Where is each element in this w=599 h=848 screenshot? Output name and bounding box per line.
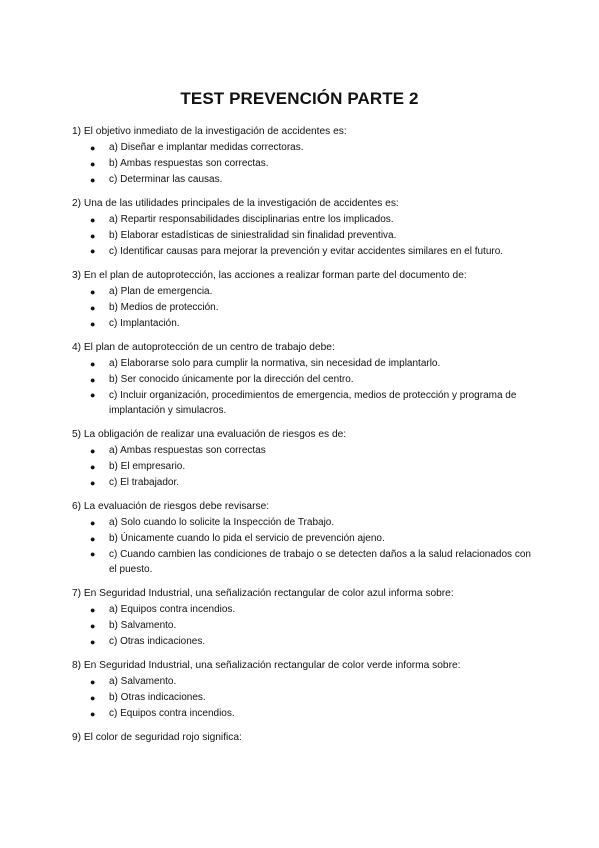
option-item <box>72 674 532 690</box>
option-text: c) Incluir organización, procedimientos de emergencia, medios de protección y programa de implantación y simulacros. <box>109 390 517 416</box>
bullet-icon: ● <box>90 677 96 687</box>
option-text: a) Ambas respuestas son correctas <box>109 445 266 456</box>
option-text: a) Repartir responsabilidades disciplinarias entre los implicados. <box>109 214 394 225</box>
option-list <box>72 140 532 188</box>
question-text: 6) La evaluación de riesgos debe revisarse: <box>72 501 270 512</box>
option-item <box>72 356 532 372</box>
bullet-icon: ● <box>90 375 96 385</box>
bullet-icon: ● <box>90 143 96 153</box>
option-list <box>72 674 532 722</box>
question-text: 4) El plan de autoprotección de un centro de trabajo debe: <box>72 342 335 353</box>
question-block <box>72 586 532 650</box>
option-item <box>72 634 532 650</box>
option-list <box>72 284 532 332</box>
option-text: b) Medios de protección. <box>109 302 219 313</box>
question-text: 8) En Seguridad Industrial, una señalización rectangular de color verde informa sobre: <box>72 660 461 671</box>
bullet-icon: ● <box>90 534 96 544</box>
option-text: c) Determinar las causas. <box>109 174 223 185</box>
option-item <box>72 228 532 244</box>
question-text: 3) En el plan de autoprotección, las acciones a realizar forman parte del documento de: <box>72 270 467 281</box>
option-item <box>72 300 532 316</box>
option-item <box>72 212 532 228</box>
question-block <box>72 340 532 419</box>
option-item <box>72 372 532 388</box>
option-text: c) El trabajador. <box>109 477 180 488</box>
question-text: 9) El color de seguridad rojo significa: <box>72 732 242 743</box>
option-text: a) Elaborarse solo para cumplir la normativa, sin necesidad de implantarlo. <box>109 358 441 369</box>
option-item <box>72 690 532 706</box>
bullet-icon: ● <box>90 605 96 615</box>
option-item <box>72 244 532 260</box>
question-block <box>72 268 532 332</box>
option-text: b) Únicamente cuando lo pida el servicio de prevención ajeno. <box>109 533 385 544</box>
option-text: a) Diseñar e implantar medidas correctoras. <box>109 142 304 153</box>
option-item <box>72 140 532 156</box>
bullet-icon: ● <box>90 319 96 329</box>
bullet-icon: ● <box>90 359 96 369</box>
question-text: 7) En Seguridad Industrial, una señalización rectangular de color azul informa sobre: <box>72 588 454 599</box>
question-text: 2) Una de las utilidades principales de la investigación de accidentes es: <box>72 198 399 209</box>
bullet-icon: ● <box>90 518 96 528</box>
question-text: 5) La obligación de realizar una evaluación de riesgos es de: <box>72 429 347 440</box>
option-text: c) Equipos contra incendios. <box>109 708 235 719</box>
bullet-icon: ● <box>90 709 96 719</box>
question-block <box>72 124 532 188</box>
option-text: b) Otras indicaciones. <box>109 692 206 703</box>
option-item <box>72 316 532 332</box>
bullet-icon: ● <box>90 390 96 400</box>
option-text: b) El empresario. <box>109 461 186 472</box>
option-item <box>72 284 532 300</box>
bullet-icon: ● <box>90 478 96 488</box>
option-text: a) Equipos contra incendios. <box>109 604 236 615</box>
option-list <box>72 356 532 419</box>
bullet-icon: ● <box>90 175 96 185</box>
bullet-icon: ● <box>90 246 96 256</box>
option-text: c) Cuando cambien las condiciones de trabajo o se detecten daños a la salud relacionados con el puesto. <box>109 549 531 575</box>
bullet-icon: ● <box>90 462 96 472</box>
option-list <box>72 212 532 260</box>
question-list <box>72 124 532 753</box>
option-text: a) Solo cuando lo solicite la Inspección de Trabajo. <box>109 517 335 528</box>
option-item <box>72 515 532 531</box>
option-text: c) Identificar causas para mejorar la prevención y evitar accidentes similares en el futuro. <box>109 246 504 257</box>
option-item <box>72 443 532 459</box>
option-item <box>72 459 532 475</box>
option-list <box>72 515 532 578</box>
option-item <box>72 388 532 419</box>
question-text: 1) El objetivo inmediato de la investigación de accidentes es: <box>72 126 347 137</box>
question-block <box>72 499 532 578</box>
option-text: a) Salvamento. <box>109 676 177 687</box>
option-text: c) Otras indicaciones. <box>109 636 206 647</box>
question-block <box>72 196 532 260</box>
option-text: b) Elaborar estadísticas de siniestralidad sin finalidad preventiva. <box>109 230 397 241</box>
option-item <box>72 172 532 188</box>
bullet-icon: ● <box>90 549 96 559</box>
question-block <box>72 730 532 745</box>
option-item <box>72 602 532 618</box>
option-item <box>72 618 532 634</box>
bullet-icon: ● <box>90 215 96 225</box>
question-block <box>72 658 532 722</box>
option-item <box>72 547 532 578</box>
page-title: TEST PREVENCIÓN PARTE 2 <box>180 89 419 108</box>
option-item <box>72 706 532 722</box>
option-text: c) Implantación. <box>109 318 180 329</box>
option-item <box>72 531 532 547</box>
option-text: b) Ambas respuestas son correctas. <box>109 158 269 169</box>
option-text: b) Ser conocido únicamente por la dirección del centro. <box>109 374 354 385</box>
bullet-icon: ● <box>90 621 96 631</box>
bullet-icon: ● <box>90 287 96 297</box>
bullet-icon: ● <box>90 231 96 241</box>
option-item <box>72 156 532 172</box>
bullet-icon: ● <box>90 303 96 313</box>
option-text: a) Plan de emergencia. <box>109 286 213 297</box>
bullet-icon: ● <box>90 159 96 169</box>
option-list <box>72 602 532 650</box>
option-item <box>72 475 532 491</box>
bullet-icon: ● <box>90 637 96 647</box>
question-block <box>72 427 532 491</box>
option-list <box>72 443 532 491</box>
option-text: b) Salvamento. <box>109 620 177 631</box>
bullet-icon: ● <box>90 693 96 703</box>
bullet-icon: ● <box>90 446 96 456</box>
